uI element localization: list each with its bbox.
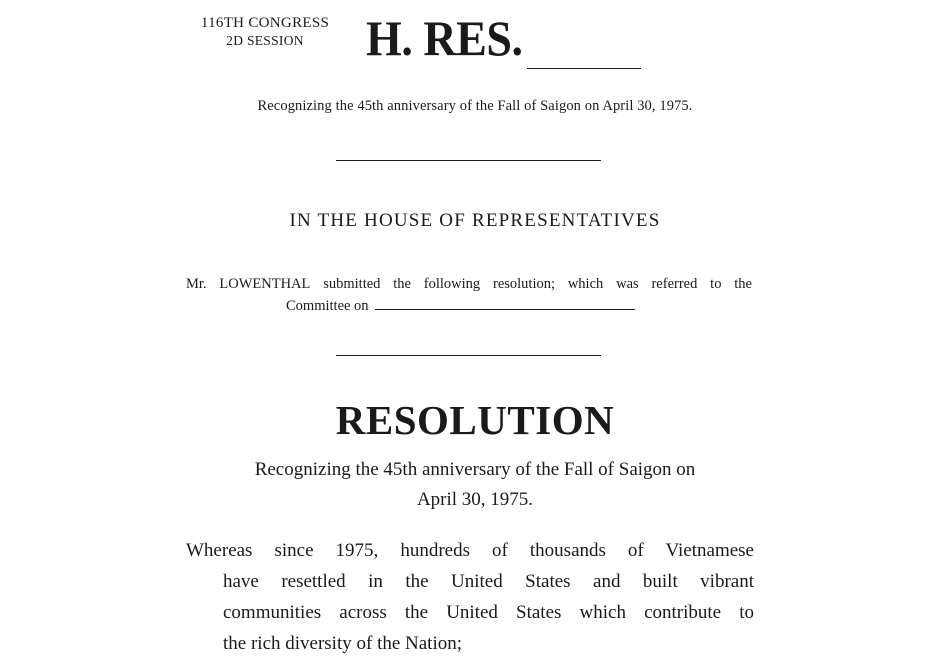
whereas-line-2: have resettled in the United States and built vibrant [223,571,754,592]
committee-line [186,295,752,317]
sponsor-line [186,274,752,295]
committee-blank [375,295,635,310]
session-number: 2D SESSION [226,33,304,48]
whereas-clause [186,535,754,659]
sponsor-text: submitted the following resolution; which was referred to the [323,276,752,292]
whereas-line-1: Whereas since 1975, hundreds of thousands of Vietnamese [186,540,754,561]
committee-label: Committee on [286,298,369,314]
short-title: Recognizing the 45th anniversary of the Fall of Saigon on April 30, 1975. [257,98,693,114]
bill-type-label: H. RES. [366,10,523,66]
sponsor-statement [186,274,752,317]
divider-rule-top [336,160,601,161]
congress-session-block [176,14,354,50]
chamber-heading: IN THE HOUSE OF REPRESENTATIVES [289,210,661,231]
bill-number-blank [527,68,641,69]
sponsor-name: LOWENTHAL [219,276,311,292]
long-title-line-1: Recognizing the 45th anniversary of the Fall of Saigon on [254,459,696,480]
whereas-line-4: the rich diversity of the Nation; [223,633,463,654]
long-title [200,455,750,515]
congress-number: 116TH CONGRESS [200,15,330,31]
sponsor-prefix: Mr. [186,276,207,292]
whereas-line-3: communities across the United States which contribute to [223,602,754,623]
long-title-line-2: April 30, 1975. [416,489,534,510]
resolution-heading: RESOLUTION [335,397,615,443]
divider-rule-bottom [336,355,601,356]
